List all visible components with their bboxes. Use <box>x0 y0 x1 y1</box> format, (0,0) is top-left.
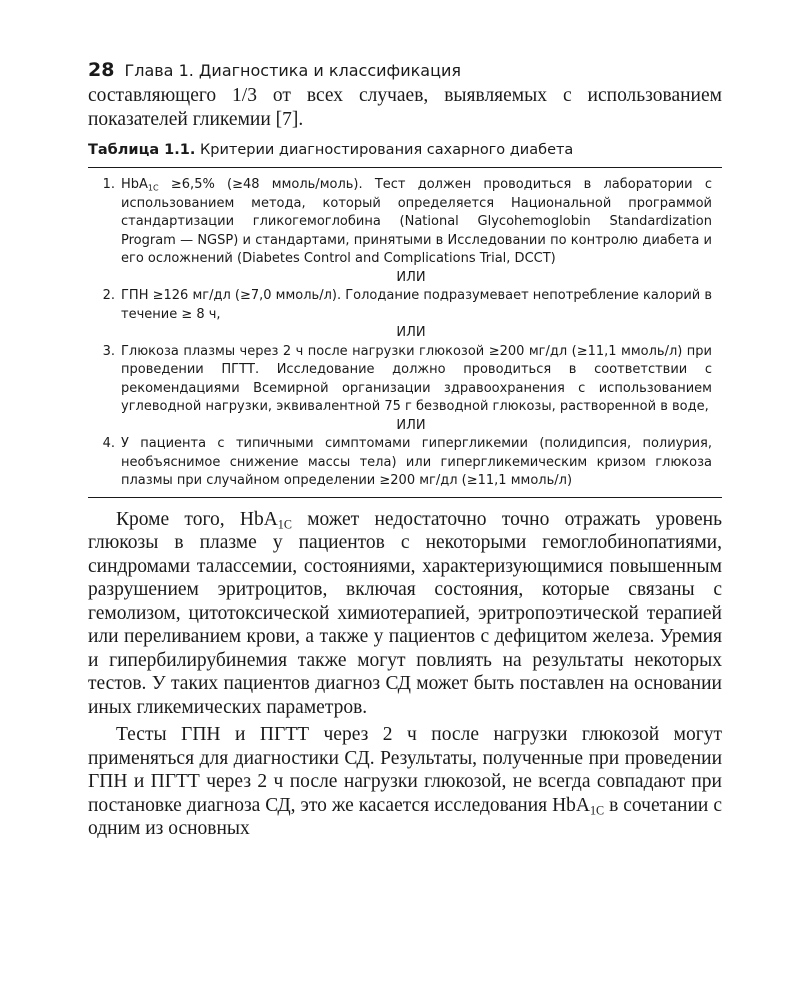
criterion-1 <box>94 176 712 269</box>
table-caption <box>88 140 722 160</box>
paragraph-subscript: 1C <box>277 517 292 532</box>
page-number: 28 <box>88 59 115 81</box>
or-separator: ИЛИ <box>396 269 426 285</box>
criterion-3 <box>94 343 712 417</box>
criterion-2 <box>94 287 712 324</box>
criterion-text-subscript: 1C <box>147 183 159 193</box>
criterion-4 <box>94 435 712 491</box>
intro-paragraph: составляющего 1/3 от всех случаев, выявляемых с использованием показателей гликемии [7]. <box>88 85 722 130</box>
criterion-number: 3. <box>102 343 115 359</box>
paragraph-prefix: Кроме того, HbA <box>116 508 278 530</box>
criterion-number: 1. <box>102 177 115 192</box>
criterion-text: ГПН ≥126 мг/дл (≥7,0 ммоль/л). Голодание подразумевает непотребление калорий в течение ≥ 8 ч, <box>121 288 713 322</box>
chapter-title: Глава 1. Диагностика и классификация <box>124 61 461 80</box>
body-paragraph-1 <box>88 508 722 720</box>
criterion-number: 2. <box>102 288 115 303</box>
paragraph-text: может недостаточно точно отражать уровень глюкозы в плазме у пациентов с некоторыми гемоглобинопатиями, синдромами талассемии, состояниями, характеризующимися повышенным разрушением эритроцитов, включая состояния, которые связаны с гемолизом, цитотоксической химиотерапией, эритропоэтической терапией или переливанием крови, а также у пациентов с дефицитом железа. Уремия и гипербилирубинемия также могут повлиять на результаты некоторых тестов. У таких пациентов диагноз СД может быть поставлен на основании иных гликемических параметров. <box>88 508 722 718</box>
criterion-number: 4. <box>102 436 115 451</box>
criterion-text-prefix: HbA <box>121 177 148 192</box>
criterion-text: Глюкоза плазмы через 2 ч после нагрузки глюкозой ≥200 мг/дл (≥11,1 ммоль/л) при проведении ПГТТ. Исследование должно проводиться в соответствии с рекомендациями Всемирной организации здравоохранения с использованием углеводной нагрузки, эквивалентной 75 г безводной глюкозы, растворенной в воде, <box>121 343 712 414</box>
criteria-table <box>88 167 722 498</box>
criterion-text-body: ≥6,5% (≥48 ммоль/моль). Тест должен проводиться в лаборатории с использованием метода, который определяется Национальной программой стандартизации гликогемоглобина (National Glycohemoglobin Standardization Program — NGSP) и стандартами, принятыми в Исследовании по контролю диабета и его осложнений (Diabetes Control and Complications Trial, DCCT) <box>121 177 712 266</box>
paragraph-tail: в сочетании с одним из основных <box>88 794 722 839</box>
criterion-text <box>121 176 712 269</box>
or-separator: ИЛИ <box>396 417 426 433</box>
running-head <box>88 58 722 84</box>
or-separator: ИЛИ <box>396 325 426 340</box>
book-page <box>88 58 722 841</box>
table-caption-text: Критерии диагностирования сахарного диабета <box>199 142 574 158</box>
paragraph-subscript: 1C <box>590 803 605 818</box>
criterion-text: У пациента с типичными симптомами гипергликемии (полидипсия, полиурия, необъяснимое снижение массы тела) или гипергликемическим кризом глюкоза плазмы при случайном определении ≥200 мг/дл (≥11,1 ммоль/л) <box>121 436 712 488</box>
body-paragraph-2 <box>88 723 722 841</box>
paragraph-text: Тесты ГПН и ПГТТ через 2 ч после нагрузки глюкозой могут применяться для диагностики СД. Результаты, полученные при проведении ГПН и ПГТТ через 2 ч после нагрузки глюкозой, не всегда совпадают при постановке диагноза СД, это же касается исследования HbA <box>88 724 722 816</box>
table-caption-label: Таблица 1.1. <box>88 142 196 158</box>
